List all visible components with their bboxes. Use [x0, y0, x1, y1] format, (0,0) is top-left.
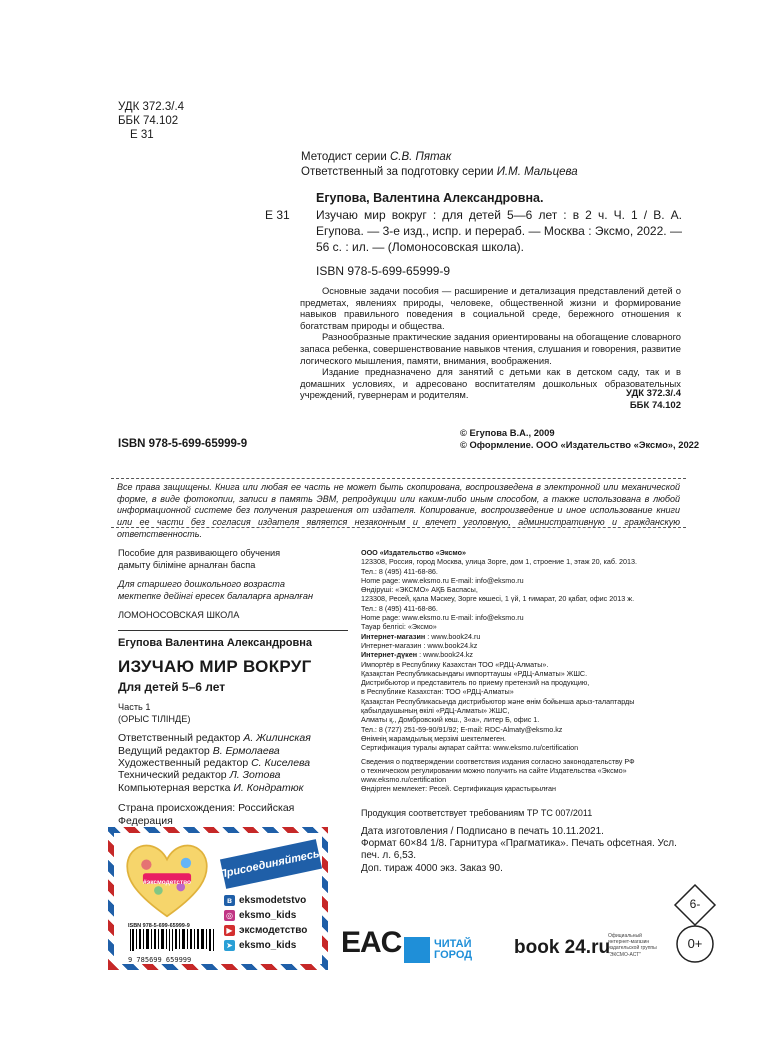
udk-code: УДК 372.3/.4 — [118, 101, 185, 113]
biblio-code: Е 31 — [265, 208, 290, 222]
age-mark-top: 6- — [689, 897, 701, 911]
author-mark: Е 31 — [130, 129, 154, 141]
udk-block — [118, 100, 184, 142]
vk-icon: в — [224, 895, 235, 906]
abstract-paragraph: Основные задачи пособия — расширение и детализация представлений детей о предметах, явлениях природы, человеке, общественной жизни и формирование навыков правильного поведения в социальной среде, бережного отношения к богатствам природы и общества. — [300, 285, 681, 331]
biblio-isbn: ISBN 978-5-699-65999-9 — [316, 264, 451, 278]
print-data: Дата изготовления / Подписано в печать 10.11.2021. Формат 60×84 1/8. Гарнитура «Прагматика». Печать офсетная. Усл. печ. л. 6,53. Доп. тираж 4000 экз. Заказ 90. — [361, 825, 677, 874]
chitai-gorod-logo[interactable]: ЧИТАЙ ГОРОД — [404, 937, 472, 963]
barcode-bars — [128, 929, 218, 951]
book-subtitle: Для детей 5–6 лет — [118, 679, 226, 694]
heart-tag: #эксмодетство — [142, 879, 192, 886]
book-author: Егупова Валентина Александровна — [118, 630, 348, 649]
age-mark-bottom: 0+ — [687, 936, 703, 951]
left-column: Пособие для развивающего обучения дамыту біліміне арналған баспа Для старшего дошкольного возраста мектепке дейінгі ересек балаларға арналған ЛОМОНОСОВСКАЯ ШКОЛА Егупова Валентина Александровна ИЗУЧАЮ МИР ВОКРУГ Для детей 5–6 лет Часть 1 (ОРЫС ТІЛІНДЕ) Ответственный редактор А. Жилинская Ведущий редактор В. Ермолаева Художественный редактор С. Киселева Технический редактор Л. Зотова Компьютерная верстка И. Кондратюк Страна происхождения: Российская Федерация — [118, 548, 348, 839]
social-item[interactable]: в eksmodetstvo — [224, 893, 307, 908]
book-icon — [404, 937, 430, 963]
barcode: ISBN 978-5-699-65999-9 9 785699 659999 — [128, 923, 218, 961]
abstract — [300, 285, 681, 401]
abstract-paragraph: Издание предназначено для занятий с детьми как в детском саду, так и в домашних условиях, и адресовано воспитателям дошкольных образовательных учреждений, гувернерам и родителям. — [300, 366, 681, 401]
bbk-code: ББК 74.102 — [118, 115, 179, 127]
telegram-icon: ➤ — [224, 940, 235, 951]
isbn-left: ISBN 978-5-699-65999-9 — [118, 438, 248, 450]
official-store-note: Официальный интернет-магазин издательской группы "ЭКСМО-АСТ" — [608, 933, 657, 958]
series-name: ЛОМОНОСОВСКАЯ ШКОЛА — [118, 610, 240, 621]
abstract-paragraph: Разнообразные практические задания ориентированы на обогащение словарного запаса ребенка, совершенствование навыков чтения, слушания и говорения, развитие логического мышления, памяти, внимания, воображения. — [300, 331, 681, 366]
right-column: ООО «Издательство «Эксмо» 123308, Россия, город Москва, улица Зорге, дом 1, строение 1, этаж 20, каб. 2013. Тел.: 8 (495) 411-68-86. Home page: www.eksmo.ru E-mail: info@eksmo.ru Өндіруші: «ЭКСМО» АҚБ Баспасы, 123308, Ресей, қала Мәскеу, Зорге көшесі, 1 үй, 1 ғимарат, 20 қабат, офис 2013 ж. Тел.: 8 (495) 411-68-86. Home page: www.eksmo.ru E-mail: info@eksmo.ru Тауар белгісі: «Эксмо» Интернет-магазин : www.book24.ru Интернет-магазин : www.book24.kz Интернет-дүкен : www.book24.kz Импортёр в Республику Казахстан ТОО «РДЦ-Алматы». Қазақстан Республикасындағы импорттаушы «РДЦ-Алматы» ЖШС. Дистрибьютор и представитель по приему претензий на продукцию, в Республике Казахстан: ТОО «РДЦ-Алматы» Қазақстан Республикасында дистрибьютор және өнім бойынша арыз-талаптарды қабылдаушының өкілі «РДЦ-Алматы» ЖШС, Алматы қ., Домбровский көш., 3«а», литер Б, офис 1. Тел.: 8 (727) 251-59-90/91/92; E-mail: RDC-Almaty@eksmo.kz Өнімнің жарамдылық мерзімі шектелмеген. Сертификация туралы ақпарат сайтта: www.eksmo.ru/certification Сведения о подтверждении соответствия издания согласно законодательству РФ о техническом регулировании можно получить на сайте Издательства «Эксмо» www.eksmo.ru/certification Өндірген мемлекет: Ресей. Сертификация қарастырылған Продукция соответствует требованиям ТР ТС 007/2011 Дата изготовления / Подписано в печать 10.11.2021. Формат 60×84 1/8. Гарнитура «Прагматика». Печать офсетная. Усл. печ. л. 6,53. Доп. тираж 4000 экз. Заказ 90. — [361, 548, 691, 875]
rights-notice: Все права защищены. Книга или любая ее часть не может быть скопирована, воспроизведена в электронной или механической форме, в виде фотокопии, записи в память ЭВМ, репродукции или каким-либо иным способом, а также использована в любой информационной системе без получения разрешения от издателя. Копирование, воспроизведение и иное использование книги или ее части без согласия издателя является незаконным и влечет уголовную, административную и гражданскую ответственность. — [111, 478, 686, 528]
instagram-icon: ◎ — [224, 910, 235, 921]
staff-line: Технический редактор Л. Зотова — [118, 769, 281, 782]
promo-barcode-box — [108, 827, 328, 970]
staff-line: Ведущий редактор В. Ермолаева — [118, 744, 280, 757]
social-item[interactable]: ▶ эксмодетство — [224, 923, 307, 938]
biblio-text: Изучаю мир вокруг : для детей 5—6 лет : в 2 ч. Ч. 1 / В. А. Егупова. — 3-е изд., испр. и перераб. — Москва : Эксмо, 2022. — 56 с. : ил. — (Ломоносовская школа). — [316, 208, 682, 254]
social-item[interactable]: ➤ eksmo_kids — [224, 938, 307, 953]
youtube-icon: ▶ — [224, 925, 235, 936]
eac-logo: EAC — [341, 926, 402, 959]
book24-logo[interactable]: book 24.ru — [514, 937, 611, 958]
staff-line: Компьютерная верстка И. Кондратюк — [118, 781, 304, 794]
product-compliance: Продукция соответствует требованиям ТР ТС 007/2011 — [361, 807, 593, 818]
social-item[interactable]: ◎ eksmo_kids — [226, 910, 297, 921]
staff-line: Художественный редактор С. Киселева — [118, 756, 311, 769]
staff-list — [118, 732, 348, 794]
social-links — [224, 893, 307, 953]
join-banner: Присоединяйтесь! — [220, 839, 322, 889]
classification-right: УДК 372.3/.4 ББК 74.102 — [626, 388, 681, 411]
biblio-author: Егупова, Валентина Александровна. — [316, 191, 544, 205]
staff-line: Ответственный редактор А. Жилинская — [118, 732, 311, 745]
book-title: ИЗУЧАЮ МИР ВОКРУГ — [118, 656, 312, 676]
copyright: © Егупова В.А., 2009 © Оформление. ООО «Издательство «Эксмо», 2022 — [460, 427, 700, 450]
series-editors: Методист серии С.В. Пятак Ответственный за подготовку серии И.М. Мальцева — [301, 151, 578, 178]
